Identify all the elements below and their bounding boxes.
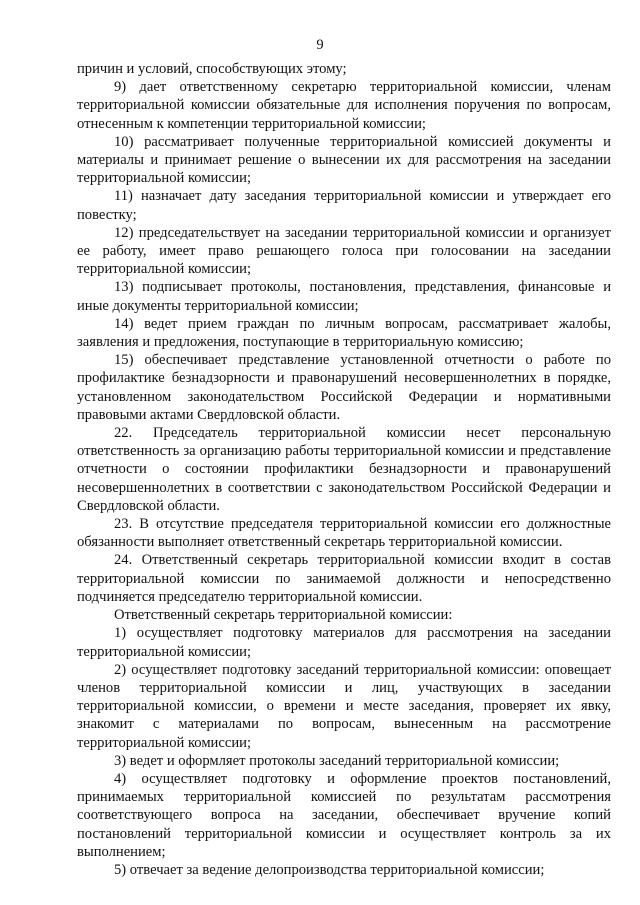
- paragraph-item-10: 10) рассматривает полученные территориальной комиссией документы и материалы и принимает решение о вынесении их для рассмотрения на заседании территориальной комиссии;: [77, 133, 611, 187]
- paragraph-section-23: 23. В отсутствие председателя территориальной комиссии его должностные обязанности выполняет ответственный секретарь территориальной комиссии.: [77, 516, 611, 551]
- paragraph-item-15: 15) обеспечивает представление установленной отчетности о работе по профилактике безнадзорности и правонарушений несовершеннолетних в порядке, установленном законодательством Российской Федерации и нормативными правовыми актами Свердловской области.: [77, 352, 611, 423]
- paragraph-secretary-item-2: 2) осуществляет подготовку заседаний территориальной комиссии: оповещает членов территориальной комиссии и лиц, участвующих в заседании территориальной комиссии, о времени и месте заседания, проверяет их явку, знакомит с материалами по вопросам, вынесенным на рассмотрение территориальной комиссии;: [77, 661, 611, 751]
- paragraph-item-13: 13) подписывает протоколы, постановления, представления, финансовые и иные документы территориальной комиссии;: [77, 279, 611, 314]
- paragraph-item-12: 12) председательствует на заседании территориальной комиссии и организует ее работу, имеет право решающего голоса при голосовании на заседании территориальной комиссии;: [77, 224, 611, 278]
- paragraph-secretary-item-5: 5) отвечает за ведение делопроизводства территориальной комиссии;: [114, 861, 545, 878]
- paragraph-secretary-item-3: 3) ведет и оформляет протоколы заседаний территориальной комиссии;: [114, 752, 560, 769]
- page-number: 9: [316, 37, 324, 53]
- paragraph-section-22: 22. Председатель территориальной комиссии несет персональную ответственность за организацию работы территориальной комиссии и представление отчетности о состоянии профилактики безнадзорности и правонарушений несовершеннолетних в соответствии с законодательством Российской Федерации и Свердловской области.: [77, 425, 611, 514]
- paragraph-item-14: 14) ведет прием граждан по личным вопросам, рассматривает жалобы, заявления и предложения, поступающие в территориальную комиссию;: [77, 315, 611, 351]
- paragraph-section-24: 24. Ответственный секретарь территориальной комиссии входит в состав территориальной комиссии по занимаемой должности и непосредственно подчиняется председателю территориальной комиссии.: [77, 552, 611, 605]
- paragraph-secretary-item-4: 4) осуществляет подготовку и оформление проектов постановлений, принимаемых территориальной комиссией по результатам рассмотрения соответствующего вопроса на заседании, обеспечивает вручение копий постановлений территориальной комиссии и осуществляет контроль за их выполнением;: [77, 770, 611, 860]
- paragraph-item-11: 11) назначает дату заседания территориальной комиссии и утверждает его повестку;: [77, 188, 611, 223]
- document-body: [77, 60, 611, 879]
- paragraph-item-9: 9) дает ответственному секретарю территориальной комиссии, членам территориальной комиссии обязательные для исполнения поручения по вопросам, отнесенным к компетенции территориальной комиссии;: [77, 79, 611, 132]
- paragraph-secretary-intro: Ответственный секретарь территориальной комиссии:: [114, 607, 453, 624]
- paragraph-continuation: причин и условий, способствующих этому;: [77, 61, 347, 77]
- paragraph-secretary-item-1: 1) осуществляет подготовку материалов для рассмотрения на заседании территориальной комиссии;: [77, 625, 611, 660]
